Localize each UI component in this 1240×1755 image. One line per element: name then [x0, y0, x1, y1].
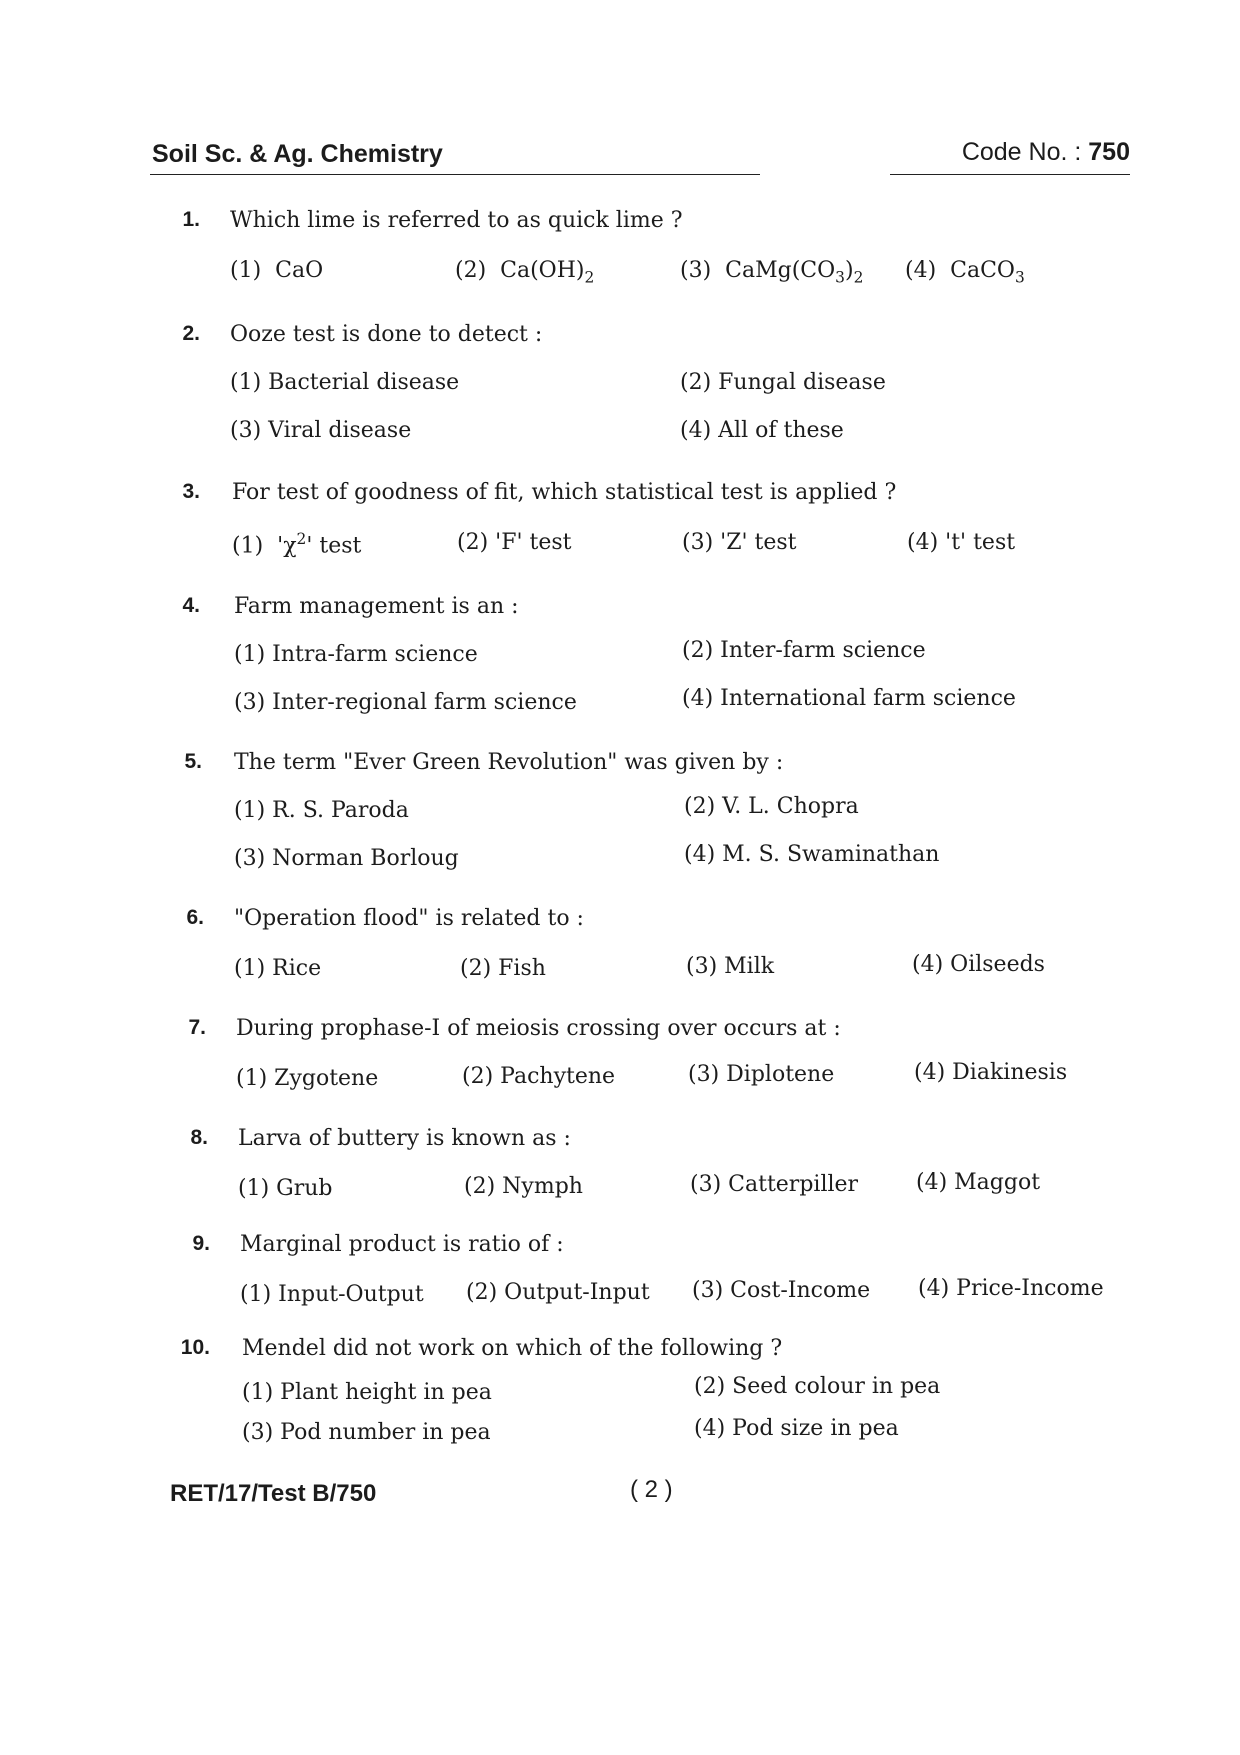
option-3: (3) Catterpiller: [690, 1172, 859, 1197]
question-number: 4.: [182, 594, 200, 617]
question-number: 6.: [186, 906, 204, 929]
option-4: (4) CaCO$_3$: [905, 258, 1025, 287]
question-text: "Operation flood" is related to :: [234, 906, 584, 931]
question-text: The term "Ever Green Revolution" was given by :: [234, 750, 784, 775]
option-1: (1) '$\chi^2$' test: [232, 530, 362, 559]
question-text: During prophase-I of meiosis crossing over occurs at :: [236, 1016, 841, 1041]
option-1: (1) Plant height in pea: [242, 1380, 492, 1405]
option-1: (1) CaO: [230, 258, 324, 283]
subject-title: Soil Sc. & Ag. Chemistry: [152, 140, 443, 168]
option-1: (1) Bacterial disease: [230, 370, 460, 395]
option-3: (3) Cost-Income: [692, 1278, 871, 1303]
question-text: For test of goodness of fit, which statistical test is applied ?: [232, 480, 897, 505]
option-3: (3) Inter-regional farm science: [234, 690, 577, 715]
question-text: Which lime is referred to as quick lime ?: [230, 208, 683, 233]
option-4: (4) All of these: [680, 418, 844, 443]
question-text: Larva of buttery is known as :: [238, 1126, 571, 1151]
option-4: (4) 't' test: [907, 530, 1016, 555]
option-2: (2) Pachytene: [462, 1064, 616, 1089]
option-3: (3) Viral disease: [230, 418, 412, 443]
option-1: (1) Input-Output: [240, 1282, 424, 1307]
question-number: 3.: [182, 480, 200, 503]
option-3: (3) Diplotene: [688, 1062, 835, 1087]
option-1: (1) Grub: [238, 1176, 333, 1201]
question-text: Farm management is an :: [234, 594, 519, 619]
question-number: 7.: [188, 1016, 206, 1039]
option-1: (1) Rice: [234, 956, 322, 981]
question-number: 5.: [184, 750, 202, 773]
question-number: 8.: [190, 1126, 208, 1149]
question-number: 9.: [192, 1232, 210, 1255]
option-2: (2) $Ca(OH)_2$: [455, 258, 595, 287]
option-2: (2) Seed colour in pea: [694, 1374, 941, 1399]
page-header: [150, 138, 1130, 178]
page-number: ( 2 ): [630, 1476, 673, 1503]
question-text: Ooze test is done to detect :: [230, 322, 543, 347]
question-number: 1.: [182, 208, 200, 231]
option-4: (4) Price-Income: [918, 1276, 1104, 1301]
option-4: (4) International farm science: [682, 686, 1016, 711]
header-rule-right: [890, 174, 1130, 175]
option-4: (4) Diakinesis: [914, 1060, 1068, 1085]
option-2: (2) Fungal disease: [680, 370, 886, 395]
option-2: (2) Nymph: [464, 1174, 583, 1199]
option-3: (3) 'Z' test: [682, 530, 797, 555]
option-4: (4) Oilseeds: [912, 952, 1045, 977]
question-text: Mendel did not work on which of the following ?: [242, 1336, 783, 1361]
test-code: RET/17/Test B/750: [170, 1480, 377, 1507]
header-rule-left: [150, 174, 760, 175]
option-3: (3) Pod number in pea: [242, 1420, 491, 1445]
option-2: (2) Output-Input: [466, 1280, 650, 1305]
option-3: (3) Milk: [686, 954, 775, 979]
code-label: Code No. :: [961, 138, 1082, 166]
option-4: (4) M. S. Swaminathan: [684, 842, 940, 867]
option-1: (1) R. S. Paroda: [234, 798, 409, 823]
option-1: (1) Intra-farm science: [234, 642, 478, 667]
code-number: [962, 138, 1130, 167]
option-3: (3) Norman Borloug: [234, 846, 459, 871]
question-number: 10.: [180, 1336, 210, 1359]
option-1: (1) Zygotene: [236, 1066, 379, 1091]
option-2: (2) 'F' test: [457, 530, 572, 555]
option-2: (2) Inter-farm science: [682, 638, 926, 663]
option-4: (4) Maggot: [916, 1170, 1041, 1195]
question-number: 2.: [182, 322, 200, 345]
option-2: (2) V. L. Chopra: [684, 794, 859, 819]
code-value: 750: [1088, 138, 1130, 166]
question-text: Marginal product is ratio of :: [240, 1232, 564, 1257]
option-2: (2) Fish: [460, 956, 546, 981]
option-4: (4) Pod size in pea: [694, 1416, 899, 1441]
option-3: (3) $CaMg(CO_3)_2$: [680, 258, 864, 287]
